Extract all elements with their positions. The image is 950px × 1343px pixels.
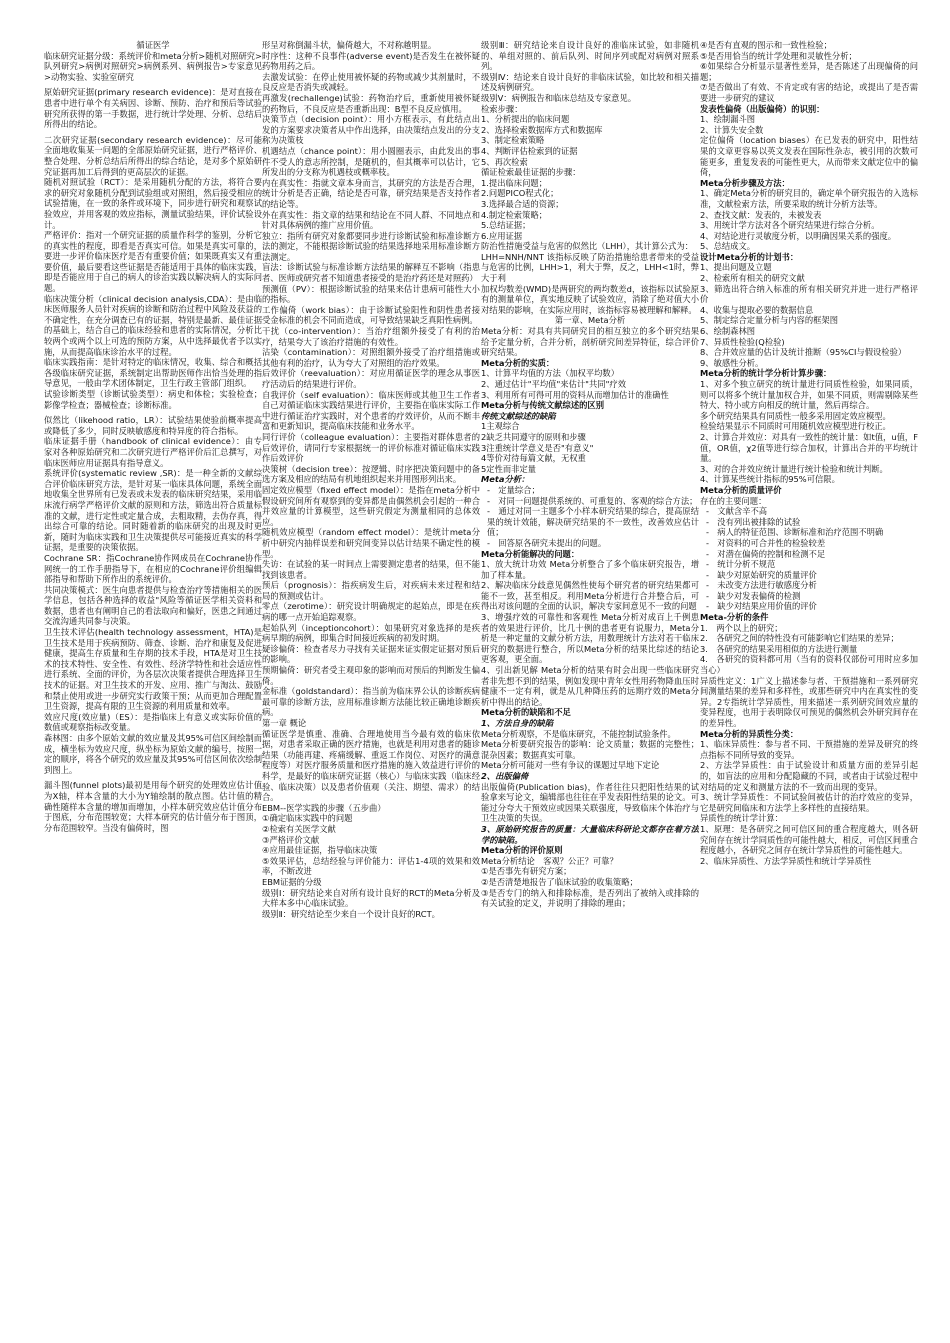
paragraph: 2、查找文献：发表的，未被发表	[700, 209, 822, 220]
paragraph: 循证检索最佳证据的步骤：	[481, 167, 581, 178]
paragraph: EBM--医学实践的步骤（五步曲）	[262, 802, 386, 813]
paragraph: ④应用最佳证据，指导临床决策	[262, 845, 378, 856]
text-column-2	[262, 40, 480, 1320]
paragraph: 1、确定Meta分析的研究目的，确定单个研究报告的入选标准，文献检索方法，所要采取的统计分析方法等。	[700, 188, 918, 209]
paragraph: 1、计算平均值的方法（加权平均数）	[481, 368, 620, 379]
paragraph: 随机效应模型（random effect model）：是统计meta分析中研究内抽样误差和研究间变异以估计结果不确定性的模型。	[262, 527, 480, 559]
text-column-3	[481, 40, 699, 1320]
paragraph: 级别Ⅰ：研究结论来自对所有设计良好的RCT的Meta分析及大样本多中心临床试验。	[262, 887, 480, 909]
paragraph: 8、合并效应量的估计及统计推断（95%CI与假设检验）	[700, 347, 907, 358]
paragraph: 2、检索所有相关的研究文献	[700, 273, 805, 284]
paragraph: - 缺少对原始研究的质量评价	[706, 569, 817, 580]
paragraph: 效应尺度(效应量)（ES）：是指临床上有意义或实际价值的数值或观察指标改变量。	[44, 711, 262, 733]
paragraph: 3、制定检索策略	[481, 135, 545, 146]
paragraph: 4、收集与提取必要的数据信息	[700, 304, 814, 315]
paragraph: 1、对多个独立研究的统计量进行同质性检验，如果同质，则可以将多个统计量加权合并，如果不同质，则需剔除某些特大、特小或方向相反的统计量，然后再综合。	[700, 379, 918, 411]
paragraph: - 文献含辛不高	[706, 506, 768, 517]
paragraph: 出版偏倚(Publication bias)，作者往往只把阳性结果的试验拿来写论文，编辑部也往往在乎发表阳性结果的论文。可能过分夸大干预效应或因果关联强度，导致临床个体治疗与卫生决策的失误。	[481, 781, 699, 824]
paragraph: 循证医学	[136, 40, 170, 50]
paragraph: 2、临床异质性、方法学异质性和统计学异质性	[700, 855, 872, 866]
paragraph: 1、提出问题及立题	[700, 262, 772, 273]
paragraph: 7、异质性检验(Q检验)	[700, 336, 785, 347]
paragraph: 第一章、Meta分析	[554, 315, 626, 326]
paragraph: 卫生技术评估(health technology assessment，HTA)是卫生技术是用于疾病预防、筛查、诊断、治疗和康复及促进健康，提高生存质量和生存期的技术手段，HTA是对卫生技术的技术特性、安全性、有效性、经济学特性和社会适应性进行系统、全面的评价，为各层次决策者提供合理选择卫生技术的证据。对卫生技术的开发、应用、推广与淘汰、鼓励和禁止使用或进一步研究实行政策干预；从而更加合理配置卫生资源，提高有限的卫生资源的利用质量和效率。	[44, 627, 262, 712]
paragraph: 2、方法学异质性：由于试验设计和质量方面的差异引起的，如盲法的应用和分配隐藏的不同，或者由于试验过程中对结局的定义和测量方法的不一致而出现的变异。	[700, 760, 918, 792]
paragraph: 级别Ⅲ：研究结论来自设计良好的准临床试验，如非随机的、单组对照的、前后队列、时间序列或配对病例对照系列。	[481, 40, 699, 72]
paragraph: ①是否事先有研究方案；	[481, 866, 572, 877]
paragraph: 4、引出新见解 Meta分析的结果有时会出现一些临床研究者非先想不到的结果，例如发现中青年女性用药物降血压时健康不一定有利，就是从几种降压药的远期疗效的Meta分析中得出的结论。	[481, 665, 699, 707]
paragraph: Meta-分析的条件	[700, 612, 769, 623]
paragraph: - 对同一问题提供系统的、可重复的、客观的综合方法；	[487, 495, 698, 506]
paragraph: 失访：在试验的某一时间点上需要测定患者的结果，但不能找到该患者。	[262, 559, 480, 580]
paragraph: 疑诊偏倚：检查者尽力寻找有关证据来证实假定证据对预后的影响。	[262, 643, 480, 665]
paragraph: 形呈对称倒漏斗状，偏倚越大，不对称越明显。	[262, 40, 437, 50]
paragraph: 2、选择检索数据库方式和数据库	[481, 124, 603, 135]
paragraph: 2.问题PICO程式化；	[481, 188, 559, 199]
paragraph: Cochrane SR：指Cochrane协作网成员在Cochrane协作网统一的工作手册指导下，在相应的Cochrane评价组编辑部指导和帮助下所作出的系统评价。	[44, 552, 262, 585]
paragraph: 加权均数差(WMD)是两研究的两均数差d，该指标以试验原有的测量单位，真实地反映了试验效应，消除了绝对值大小对结果的影响，在实际应用时，该指标容易被理解和解释。	[481, 283, 699, 315]
paragraph: 1、放大统计功效 Meta分析整合了多个临床研究报告，增加了样本量。	[481, 559, 699, 580]
paragraph: 3、原始研究报告的质量：大量临床科研论文都存在着方法学的缺陷。	[481, 823, 699, 845]
paragraph: Meta分析的缺陷和不足	[481, 707, 571, 718]
paragraph: 多个研究结果具有同质性一般多采用固定效应模型。	[700, 410, 891, 421]
paragraph: 5、总结成文。	[700, 241, 756, 252]
paragraph: 存在的主要问题：	[700, 495, 767, 506]
paragraph: 再激发(rechallenge)试验：药物治疗后，重新使用被怀疑的药物后，不良反应是否重新出现：B型不良反应慎用。	[262, 92, 480, 114]
paragraph: 2、通过估计"平均值"来估计"共同"疗效	[481, 379, 626, 389]
paragraph: - 未改变方法进行敏感度分析	[706, 580, 817, 591]
paragraph: Meta分析的异质性分类：	[700, 728, 799, 739]
paragraph: Meta分析可能对一些有争议的课题过早地下定论	[481, 760, 660, 771]
paragraph: 4.制定检索策略；	[481, 209, 547, 220]
paragraph: 5定性而非定量	[481, 463, 537, 474]
paragraph: 决策节点（decision point）：用小方框表示，有此结点出发的方案要求决策者从中作出选择，由决策结点发出的分支称为决策枝	[262, 114, 480, 146]
paragraph: - 缺少对结果应用价值的评价	[706, 601, 817, 612]
paragraph: 零点（zerotime）：研究设计明确规定的起始点，即是在疾病的哪一点开始追踪观察。	[262, 601, 480, 623]
paragraph: 1、绘制漏斗图	[700, 114, 756, 125]
paragraph: 试验诊断类型（诊断试验类型）：病史和体检；实验检查；影像学检查；器械检查；诊断标准。	[44, 389, 262, 410]
paragraph: 同行评价（colleague evaluation）：主要指对群体患者的后效评价，请同行专家根据统一的评价标准对循证临床实践作后效评价	[262, 431, 480, 464]
paragraph: 9、敏感性分析。	[700, 357, 764, 368]
paragraph: 似然比（likehood ratio，LR）：试验结果使验前概率提高或降低了多少，同时反映敏感度和特异度的符合指标。	[44, 415, 262, 436]
paragraph: EBM证据的分级	[262, 876, 322, 887]
paragraph: 异质性定义：1广义上描述参与者、干预措施和一系列研究间测量结果的差异和多样性，或那些研究中内在真实性的变异。2专指统计学异质性，用来描述一系列研究间效应量的变异程度，也用于表明除仅可预见的偶然机会外研究间存在的差异性。	[700, 675, 918, 728]
paragraph: 3.选择最合适的资源；	[481, 198, 564, 209]
paragraph: 工作偏倚（work bias）：由于诊断试验阳性和阴性患者接受金标准的机会不同而造成，可导致结果缺乏真阳性病例。	[262, 304, 480, 326]
paragraph: 异质性的统计学计算：	[700, 813, 783, 824]
paragraph: - 没有列出被排除的试验	[706, 516, 801, 527]
paragraph: 6、绘制森林图	[700, 326, 756, 337]
paragraph: - 统计分析不规范	[706, 559, 776, 570]
paragraph: 预期偏倚：研究者受主观印象的影响而对预后的判断发生偏倚。	[262, 665, 480, 686]
paragraph: Meta分析观察，不是临床研究，不能控制试验条件。	[481, 728, 676, 739]
paragraph: ⑤效果评估，总结经验与评价能力：评估1-4项的效果和效率，不断改进	[262, 855, 480, 877]
paragraph: 循证医学是慎重、准确、合理地使用当今最有效的临床依据，对患者采取正确的医疗措施，也就是利用对患者的随诊结果（功能再建、疼痛缓解、重返工作岗位、对医疗的满意程度等）对医疗服务质量和医疗措施的施入效益进行评价的科学，是最好的临床研究证据（核心）与临床实践（临床经验、临床决策）以及患者价值观（关注、期望、需求）的结合。	[262, 728, 480, 803]
paragraph: ⑦是否做出了有效、不肯定或有害的结论，或提出了是否需要进一步研究的建议	[700, 82, 918, 103]
paragraph: ③严格评价文献	[262, 834, 320, 845]
paragraph: 时序性：这种不良事件(adverse event)是否发生在被怀疑药物用药之后。	[262, 50, 480, 72]
paragraph: 2缺乏共同遵守的原则和步骤	[481, 431, 586, 442]
paragraph: 6.应用证据	[481, 230, 523, 241]
paragraph: 共同决策模式：医生向患者提供与检查治疗等措施相关的医学信息，包括各种选择的收益"风险等循证医学相关资料和数据，患者也有阐明自己的看法取向和偏好，医患之间通过交流沟通共同参与决策。	[44, 584, 262, 627]
paragraph: ④是否有直观的图示和一致性检验；	[700, 40, 832, 50]
paragraph: ⑤是否用恰当的统计学处理和灵敏性分析；	[700, 50, 857, 61]
paragraph: 3、利用所有可得可用的资料从而增加估计的准确性	[481, 389, 669, 400]
paragraph: 3、增强疗效的可靠性和客观性 Meta分析对成百上千例患者的效果进行评价，比几十例的患者更有说服力，Meta分析是一种定量的文献分析方法，用数理统计方法对若干临床研究的数据进行整合，所以Meta分析的结果比综述的结论更客观，更全面。	[481, 612, 699, 665]
paragraph: 传统文献综述的缺陷	[481, 410, 556, 421]
paragraph: 去激发试验：在停止使用被怀疑的药物或减少其剂量时，不良反应是否消失或减轻。	[262, 71, 480, 93]
paragraph: 内在真实性：指就文章本身而言，其研究的方法是否合理，统计分析是否正确，结论是否可靠，研究结果是否支持作者的结论等。	[262, 177, 480, 209]
paragraph: 3、对的合并效应统计量进行统计检验和统计判断。	[700, 463, 888, 474]
paragraph: 2、计算合并效应：对具有一致性的统计量：如t值，u值，F值，OR值，χ2值等进行综合加权，计算出合并的平均统计量。	[700, 431, 918, 464]
paragraph: 严格评价：指对一个研究证据的质量作科学的鉴别，分析它的真实性的程度，即看是否真实可信。如果是真实可靠的，要进一步评价临床医疗是否有重要价值；如果既真实又有重要价值，最后要看这些证据是否能适用于具体的临床实践，即是否能应用于自己的病人的诊治实践以解决病人的实际问题。	[44, 230, 262, 294]
paragraph: 1、方法自身的缺陷	[481, 718, 554, 728]
paragraph: 预后（prognosis）：指疾病发生后，对疾病未来过程和结局的预测或估计。	[262, 580, 480, 601]
paragraph: 起始队列（inceptioncohort）：如果研究对象选择的是疾病早期的病例，即集合时间接近疾病的初发时期。	[262, 622, 480, 644]
paragraph: - 对潜在偏倚的控制和检测不足	[706, 548, 826, 559]
paragraph: 级别Ⅴ：病例报告和临床总结及专家意见。	[481, 92, 637, 103]
paragraph: 防治性措施受益与危害的似然比（LHH），其计算公式为：	[481, 241, 694, 252]
paragraph: ①确定临床实践中的问题	[262, 813, 353, 824]
paragraph: 3、用统计学方法对各个研究结果进行综合分析。	[700, 220, 880, 231]
paragraph: 1.提出临床问题；	[481, 177, 547, 188]
paragraph: Meta分析：对具有共同研究目的相互独立的多个研究结果给予定量分析，合并分析，剖析研究间差异特征，综合评价研究结果。	[481, 326, 699, 358]
paragraph: - 回答原各研究未提出的问题。	[487, 537, 607, 548]
paragraph: 发表性偏倚（出版偏倚）的识别：	[700, 103, 825, 114]
paragraph: 1、分析提出的临床问题	[481, 114, 570, 125]
paragraph: - 通过对同一主题多个小样本研究结果的综合，提高原结果的统计效能，解决研究结果的不一致性，改善效应估计值；	[487, 506, 699, 538]
paragraph: - 病人的特征范围、诊断标准和治疗范围不明确	[706, 527, 884, 538]
paragraph: 原始研究证据(primary research evidence)：是对直接在患者中进行单个有关病因、诊断、预防、治疗和预后等试验研究所获得的第一手数据，进行统计学处理、分析、总结后所得出的结论。	[44, 87, 262, 130]
paragraph: 预测值（PV）：根据诊断试验的结果来估计患病可能性大小的指标。	[262, 283, 480, 305]
paragraph: 3注重统计学意义是否"有意义"	[481, 442, 594, 453]
paragraph: 3. 各研究的结果采用相似的方法进行测量	[700, 643, 858, 654]
paragraph: 临床决策分析（clinical decision analysis,CDA）：是由临床医师服务人员针对疾病的诊断和防治过程中风险及获益的不确定性，在充分调查已有的证据，特别是最新、最佳证据的基础上，结合自己的临床经验和患者的实际情况，分析比较两个或两个以上可选的预防方案，从中选择最优者予以实施，从而提高临床诊治水平的过程。	[44, 293, 262, 357]
paragraph: 盲法：诊断试验与标准诊断方法结果的解释互不影响（指患者、医师或研究者不知道患者接受的是治疗药还是对照药）	[262, 262, 480, 284]
paragraph: 1、临床异质性：参与者不同、干预措施的差异及研究的终点指标不同所导致的变异。	[700, 739, 918, 760]
paragraph: 级别Ⅱ：研究结论至少来自一个设计良好的RCT。	[262, 908, 440, 919]
paragraph: Meta分析与传统文献综述的区别	[481, 400, 605, 411]
paragraph: Meta分析的评价原则	[481, 845, 563, 856]
text-column-4	[700, 40, 918, 1320]
paragraph: 级别Ⅳ：结论来自设计良好的非临床试验，如比较和相关描述及病例研究。	[481, 71, 699, 93]
paragraph: 二次研究证据(secondary research evidence)：尽可能全面地收集某一问题的全部原始研究证据，进行严格评价、整合处理、分析总结后所得出的综合结论，是对多个原始研究证据再加工后得到的更高层次的证据。	[44, 134, 262, 177]
paragraph: Meta分析结论 客观？公正？可靠？	[481, 855, 618, 866]
paragraph: 1主观综合	[481, 421, 520, 432]
paragraph: 5.总结证据；	[481, 220, 531, 231]
paragraph: 2、解决临床分歧意见偶然性使每个研究者的研究结果都可能不一致，甚至相反。利用Meta分析进行合并整合后，可得出对该问题的全面的认识，解决专家间意见不一致的问题	[481, 580, 699, 612]
paragraph: Meta分析的统计学分析计算步骤：	[700, 368, 832, 379]
paragraph: 2. 各研究之间的特性没有可能影响它们结果的差异；	[700, 633, 899, 644]
paragraph: ②检索有关医学文献	[262, 823, 336, 834]
paragraph: ②是否清楚地报告了临床试验的收集策略；	[481, 876, 638, 887]
paragraph: 定位偏倚（location biases）在已发表的研究中，阳性结果的文章更容易以英文发表在国际性杂志，被引用的次数可能更多，重复发表的可能性更大，从而带来文献定位中的偏倚，	[700, 135, 918, 178]
paragraph: 沾染（contamination）：对照组额外接受了治疗组措施或其他有利的治疗，认为夸大了对照组的治疗效果。	[262, 347, 480, 368]
paragraph: 3、筛选出符合纳入标准的所有相关研究并进一进行严格评价	[700, 283, 918, 305]
paragraph: 2、出版偏倚	[481, 770, 529, 781]
paragraph: Meta分析能解决的问题：	[481, 548, 580, 559]
paragraph: ⑥如果综合分析显示显著性差异，是否陈述了出现偏倚的问题；	[700, 61, 918, 82]
paragraph: 随机对照试验（RCT）：是采用随机分配的方法，将符合要求的研究对象随机分配到试验组或对照组，然后接受相应的试验措施，在一致的条件或环境下，同步进行研究和观察试验效应，并用客观的效应指标，测量试验结果，评价试验设计。	[44, 177, 262, 230]
paragraph: 后效评价（reevaluation）：对应用循证医学的理念从事医疗活动后的结果进行评价。	[262, 368, 480, 389]
paragraph: 4. 各研究的资料都可用（当有的资料仅部份可用时应多加当心）	[700, 654, 918, 676]
paragraph: 4等价对待每篇文献，无权重	[481, 453, 586, 464]
paragraph: 森林图：由多个原始文献的效应量及其95%可信区间绘制而成，横坐标为效应尺度，纵坐标为原始文献的编号，按照一定的顺序，将各个研究的效应量及其95%可信区间依次绘制到图上。	[44, 733, 262, 775]
paragraph: - 定量综合；	[487, 484, 540, 495]
paragraph: LHH=NNH/NNT 该指标反映了防治措施给患者带来的受益与危害的比例，LHH>1，利大于弊，反之，LHH<1时，弊大于利	[481, 251, 699, 284]
paragraph: 设计Meta分析的计划书：	[700, 251, 799, 262]
paragraph: 3、统计学异质性：不同试验间被估计的治疗效应的变异，它是研究间临床和方法学上多样性的直接结果。	[700, 792, 918, 813]
paragraph: Meta分析要研究报告的影响：论文质量；数据的完整性；混杂因素；数据真实可靠。	[481, 739, 699, 760]
paragraph: Meta分析：	[481, 474, 530, 485]
paragraph: 检验结果显示不同质时可用随机效应模型进行校正。	[700, 421, 891, 432]
paragraph: 决策树（decision tree）：按逻辑、时序把决策问题中的备选方案及相应的结局有机地组织起来并用图形列出来。	[262, 463, 480, 485]
paragraph: 固定效应模型（fixed effect model）：是指在meta分析中假设研究间所有观察到的变异都是由偶然机会引起的一种合并效应量的计算模型，这些研究假定为测量相同的总体效应。	[262, 484, 480, 527]
paragraph: 4、计算某些统计指标的95%可信限。	[700, 474, 840, 485]
paragraph: Meta分析步骤及方法：	[700, 177, 790, 188]
text-column-1	[44, 40, 262, 1320]
paragraph: 第一章 概论	[262, 718, 307, 728]
paragraph: 临床实践指南：是针对特定的临床情况，收集、综合和概括各级临床研究证据，系统制定出帮助医师作出恰当处理的指导意见，一般由学术团体制定，卫生行政主管部门组织。	[44, 357, 262, 389]
paragraph: Meta分析的质量评价	[700, 484, 782, 495]
paragraph: 临床研究证据分级：系统评价和meta分析>随机对照研究>队列研究>病例对照研究>病例系列、病例报告>专家意见>动物实验、实验室研究	[44, 50, 262, 82]
paragraph: 1. 两个以上的研究；	[700, 622, 783, 633]
paragraph: 检索步骤：	[481, 103, 523, 114]
paragraph: 5、制定综合定量分析与内容的框架图	[700, 315, 839, 326]
paragraph: 自我评价（self evaluation）：临床医师或其他卫生工作者自己对循证临床实践结果进行评价，主要指在临床实际工作中进行循证治疗实践时，对个患者的疗效评价，从而不断丰富和更新知识，提高临床技能和业务水平。	[262, 389, 480, 432]
paragraph: 干扰（co-intervention）：当治疗组额外接受了有利的治疗，结果夸大了该治疗措施的有效性。	[262, 326, 480, 347]
paragraph: 4、对结论进行灵敏度分析，以明确因果关系的强度。	[700, 230, 897, 241]
paragraph: 临床证据手册（handbook of clinical evidence）：由专家对各种原始研究和二次研究进行严格评价后汇总撰写，对临床医师应用证据具有指导意义。	[44, 436, 262, 468]
paragraph: 5、再次检索	[481, 156, 528, 167]
paragraph: 1、原理：是各研究之间可信区间的重合程度越大，则各研究间存在统计学同质性的可能性越大，相反，可信区间重合程度越小，各研究之间存在统计学异质性的可能性越大。	[700, 823, 918, 856]
paragraph: 金标准（goldstandard）：指当前为临床界公认的诊断疾病最可靠的诊断方法，应用标准诊断方法能比较正确地诊断疾病。	[262, 686, 480, 718]
paragraph: - 对资料的可合并性的检验较差	[706, 537, 826, 548]
paragraph: 系统评价(systematic review ,SR)：是一种全新的文献综合评价临床研究方法，是针对某一临床具体问题，系统全面地收集全世界所有已发表或未发表的临床研究结果，采用临床流行病学严格评价文献的原则和方法，筛选出符合质量标准的文献，进行定性或定量合成，去粗取精，去伪存真，得出综合可靠的结论。同时随着新的临床研究的出现及时更新，随时为临床实践和卫生决策提供尽可能接近真实的科学证据，是重要的决策依据。	[44, 468, 262, 553]
paragraph: Meta分析的实质：	[481, 357, 555, 368]
paragraph: 2、计算失安全数	[700, 124, 764, 135]
paragraph: 4、判断评估检索到的证据	[481, 145, 578, 156]
paragraph: 机遇结点（chance point）：用小圆圈表示，由此发出的事件不受人的意志所控制，是随机的，但其概率可以估计，它所发出的分支称为机遇枝或概率枝。	[262, 145, 480, 178]
paragraph: 漏斗图(funnel plots)最初是用每个研究的处理效应估计值为X轴，样本含量的大小为Y轴绘制的散点图。估计值的精确性随样本含量的增加而增加，小样本研究效应估计值分布于图底，分布范围较宽；大样本研究的估计值分布于图顶，分布范围较窄。当没有偏倚时，图	[44, 780, 262, 833]
paragraph: - 缺少对发表偏倚的检测	[706, 590, 801, 601]
paragraph: ③是否专门的纳入和排除标准，是否列出了被纳入或排除的有关试验的定义，并说明了排除的理由；	[481, 887, 699, 909]
paragraph: 独立：指所有研究对象都要同步进行诊断试验和标准诊断方法的测定，不能根据诊断试验的结果选择地采用标准诊断方法测定。	[262, 230, 480, 262]
paragraph: 外在真实性：指文章的结果和结论在不同人群、不同地点和针对具体病例的推广应用价值。	[262, 209, 480, 231]
